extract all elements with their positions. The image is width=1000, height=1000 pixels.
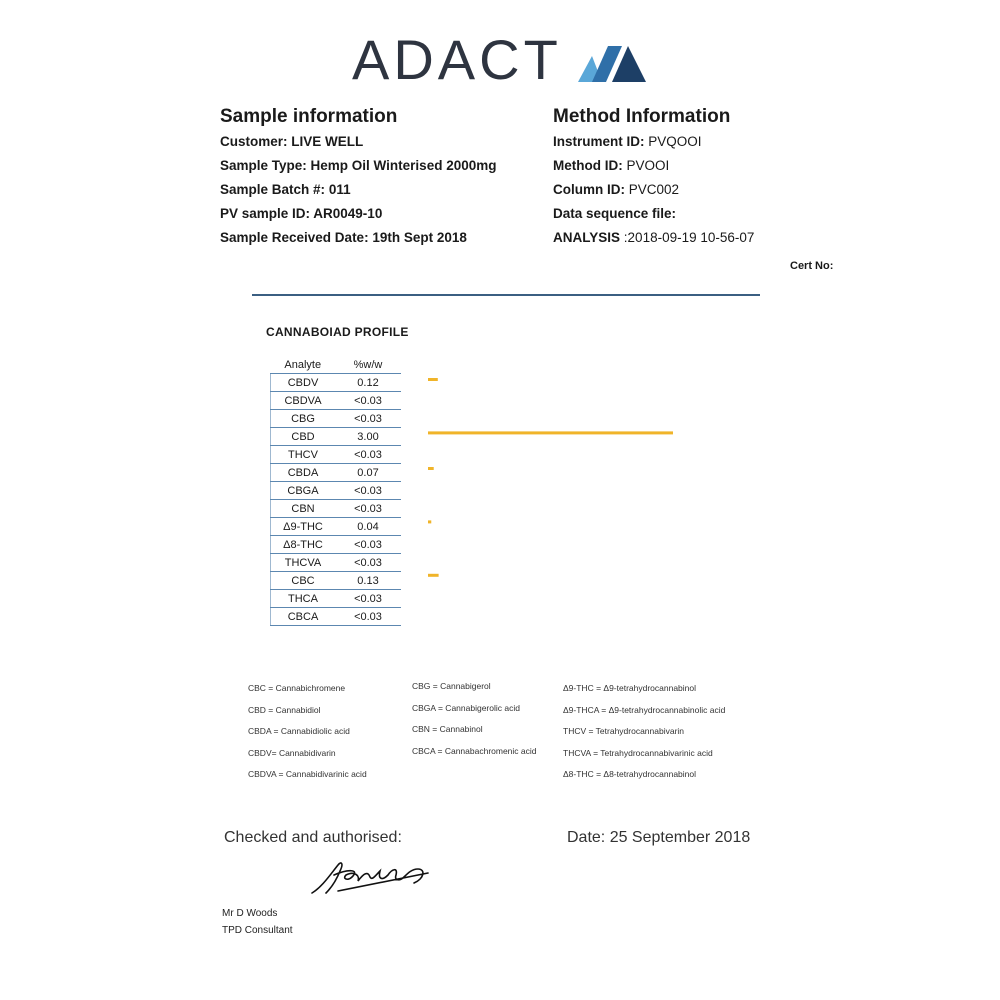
method-field-row <box>553 226 754 250</box>
analyte-cell: THCA <box>271 590 336 608</box>
table-row <box>271 392 402 410</box>
sample-field-label: Customer: <box>220 134 288 149</box>
table-row <box>271 518 402 536</box>
glossary-entry: CBN = Cannabinol <box>412 724 483 734</box>
signature <box>308 857 438 899</box>
sample-field-row <box>220 154 496 178</box>
method-field-label: ANALYSIS <box>553 230 621 245</box>
sample-field-row <box>220 178 496 202</box>
glossary-entry: CBCA = Cannabachromenic acid <box>412 745 537 756</box>
sample-field-row <box>220 202 496 226</box>
table-row <box>271 482 402 500</box>
analyte-cell: Δ9-THC <box>271 518 336 536</box>
company-logo-icon <box>578 42 648 82</box>
value-cell: <0.03 <box>335 608 401 626</box>
col-header-value: %w/w <box>335 356 401 374</box>
value-cell: <0.03 <box>335 482 401 500</box>
method-field-label: Column ID: <box>553 182 625 197</box>
method-field-label: Data sequence file: <box>553 206 677 221</box>
sample-field-label: Sample Received Date: <box>220 230 369 245</box>
sample-field-value: 011 <box>328 182 351 197</box>
glossary-entry: THCV = Tetrahydrocannabivarin <box>563 726 685 736</box>
glossary-entry: CBG = Cannabigerol <box>412 681 491 691</box>
method-field-value: :2018-09-19 10-56-07 <box>623 230 755 245</box>
method-field-value: PVOOI <box>626 158 670 173</box>
sample-info-section <box>220 106 496 250</box>
sample-field-row <box>220 226 496 250</box>
col-header-analyte: Analyte <box>271 356 336 374</box>
analyte-cell: CBD <box>271 428 336 446</box>
signer-name: Mr D Woods <box>222 908 278 919</box>
analyte-cell: CBG <box>271 410 336 428</box>
bar-Δ9-THC <box>428 520 431 523</box>
cert-number-label: Cert No: <box>790 260 834 272</box>
glossary-entry: Δ9-THC = Δ9-tetrahydrocannabinol <box>563 683 697 693</box>
table-row <box>271 608 402 626</box>
method-field-row <box>553 130 754 154</box>
analyte-cell: CBDV <box>271 374 336 392</box>
glossary-entry: CBGA = Cannabigerolic acid <box>412 702 520 713</box>
analyte-cell: Δ8-THC <box>271 536 336 554</box>
glossary-entry: CBDV= Cannabidivarin <box>248 747 336 758</box>
method-field-value: PVQOOI <box>648 134 702 149</box>
method-field-row <box>553 178 754 202</box>
table-row <box>271 464 402 482</box>
analyte-cell: CBDA <box>271 464 336 482</box>
analyte-cell: CBDVA <box>271 392 336 410</box>
value-cell: 0.13 <box>335 572 401 590</box>
method-info-section <box>553 106 754 250</box>
sample-field-label: Sample Type: <box>220 158 307 173</box>
analyte-cell: THCVA <box>271 554 336 572</box>
report-date: Date: 25 September 2018 <box>567 829 751 846</box>
value-cell: 3.00 <box>335 428 401 446</box>
table-row <box>271 446 402 464</box>
table-row <box>271 428 402 446</box>
sample-field-label: Sample Batch #: <box>220 182 326 197</box>
glossary-entry: THCVA = Tetrahydrocannabivarinic acid <box>563 747 713 758</box>
method-field-value: PVC002 <box>628 182 680 197</box>
table-row <box>271 500 402 518</box>
method-field-row <box>553 154 754 178</box>
value-cell: <0.03 <box>335 446 401 464</box>
bar-CBDA <box>428 467 434 470</box>
sample-field-value: 19th Sept 2018 <box>372 230 467 245</box>
value-cell: 0.07 <box>335 464 401 482</box>
method-field-row <box>553 202 754 226</box>
sample-field-value: AR0049-10 <box>313 206 383 221</box>
profile-title: CANNABOIAD PROFILE <box>266 325 409 339</box>
bar-CBD <box>428 431 673 434</box>
cannabinoid-table <box>270 356 401 626</box>
method-field-label: Method ID: <box>553 158 623 173</box>
glossary-column-1 <box>248 683 367 791</box>
table-row <box>271 554 402 572</box>
divider-rule <box>252 294 760 296</box>
glossary-column-2 <box>412 681 537 767</box>
cannabinoid-bar-chart <box>420 366 680 616</box>
glossary-entry: CBDA = Cannabidiolic acid <box>248 726 350 736</box>
analyte-cell: CBGA <box>271 482 336 500</box>
glossary-entry: Δ8-THC = Δ8-tetrahydrocannabinol <box>563 769 697 779</box>
table-row <box>271 536 402 554</box>
value-cell: <0.03 <box>335 392 401 410</box>
checked-authorised-label: Checked and authorised: <box>224 829 402 846</box>
method-field-label: Instrument ID: <box>553 134 645 149</box>
glossary-entry: CBD = Cannabidiol <box>248 704 321 715</box>
bar-CBDV <box>428 378 438 381</box>
company-logo-text: ADACT <box>352 28 562 91</box>
glossary-entry: CBDVA = Cannabidivarinic acid <box>248 769 367 779</box>
value-cell: 0.12 <box>335 374 401 392</box>
value-cell: <0.03 <box>335 554 401 572</box>
table-row <box>271 590 402 608</box>
value-cell: 0.04 <box>335 518 401 536</box>
value-cell: <0.03 <box>335 410 401 428</box>
analyte-cell: THCV <box>271 446 336 464</box>
value-cell: <0.03 <box>335 590 401 608</box>
bar-CBC <box>428 574 439 577</box>
sample-field-value: LIVE WELL <box>291 134 364 149</box>
value-cell: <0.03 <box>335 536 401 554</box>
sample-field-row <box>220 130 496 154</box>
glossary-entry: CBC = Cannabichromene <box>248 683 346 693</box>
sample-info-title: Sample information <box>220 106 398 127</box>
signer-title: TPD Consultant <box>222 925 293 936</box>
value-cell: <0.03 <box>335 500 401 518</box>
glossary-column-3 <box>563 683 725 791</box>
analyte-cell: CBN <box>271 500 336 518</box>
table-row <box>271 410 402 428</box>
method-info-title: Method Information <box>553 106 731 127</box>
sample-field-label: PV sample ID: <box>220 206 311 221</box>
sample-field-value: Hemp Oil Winterised 2000mg <box>310 158 497 173</box>
table-row <box>271 374 402 392</box>
signer-block <box>222 905 293 939</box>
glossary-entry: Δ9-THCA = Δ9-tetrahydrocannabinolic acid <box>563 704 726 715</box>
table-row <box>271 572 402 590</box>
analyte-cell: CBCA <box>271 608 336 626</box>
analyte-cell: CBC <box>271 572 336 590</box>
